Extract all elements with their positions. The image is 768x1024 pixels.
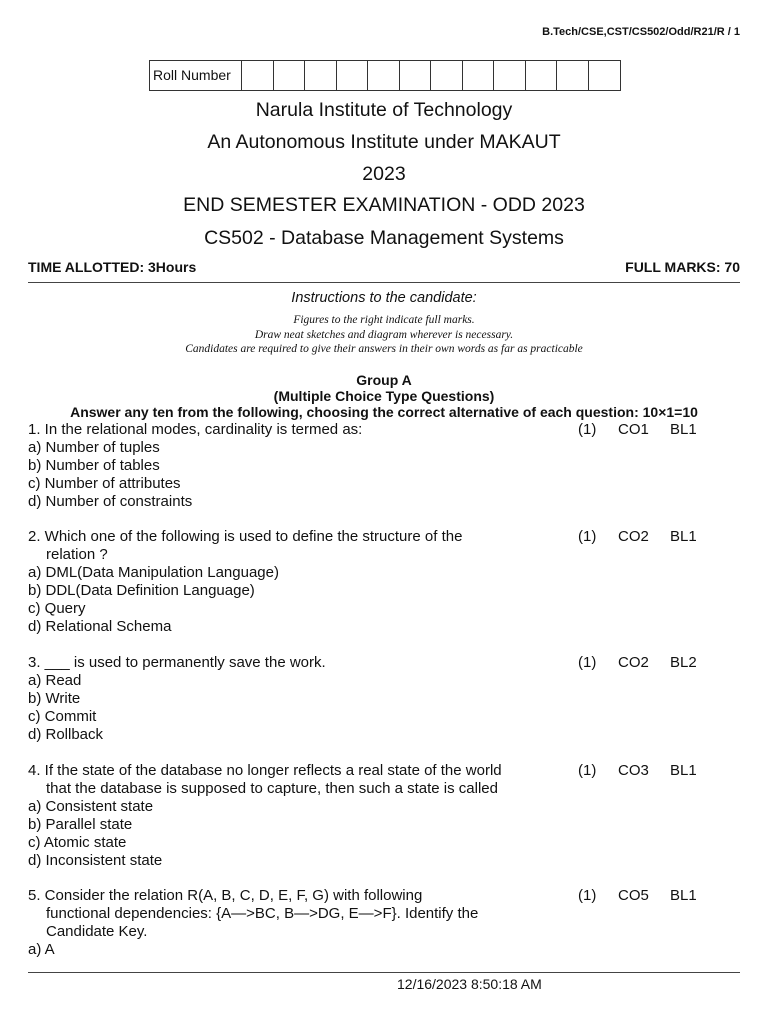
question-3 — [28, 654, 740, 744]
option-a: a) Number of tuples — [28, 439, 160, 456]
roll-number-cell[interactable] — [242, 61, 274, 90]
roll-number-cell[interactable] — [400, 61, 432, 90]
instructions-title: Instructions to the candidate: — [291, 290, 477, 306]
roll-number-cell[interactable] — [557, 61, 589, 90]
question-text-continued: that the database is supposed to capture, then such a state is called — [46, 780, 498, 797]
question-text: 1. In the relational modes, cardinality is termed as: — [28, 421, 363, 438]
roll-number-cell[interactable] — [494, 61, 526, 90]
question-text-continued: functional dependencies: {A—>BC, B—>DG, E—>F}. Identify the — [46, 905, 479, 922]
footer-timestamp: 12/16/2023 8:50:18 AM — [397, 976, 542, 992]
question-2 — [28, 528, 740, 636]
instruction-line: Figures to the right indicate full marks. — [293, 314, 475, 326]
roll-number-cell[interactable] — [589, 61, 621, 90]
question-marks: (1) — [578, 421, 597, 438]
option-a: a) Read — [28, 672, 82, 689]
course-outcome: CO5 — [618, 887, 649, 904]
instruction-line: Candidates are required to give their answers in their own words as far as practicable — [185, 343, 583, 355]
question-text: 4. If the state of the database no longer reflects a real state of the world — [28, 762, 502, 779]
subject-title: CS502 - Database Management Systems — [204, 227, 564, 249]
group-directive: Answer any ten from the following, choosing the correct alternative of each question: 10×1=10 — [70, 404, 698, 420]
bloom-level: BL2 — [670, 654, 697, 671]
question-5 — [28, 887, 740, 959]
option-a: a) DML(Data Manipulation Language) — [28, 564, 279, 581]
time-allotted: TIME ALLOTTED: 3Hours — [28, 259, 197, 275]
course-outcome: CO2 — [618, 528, 649, 545]
option-c: c) Query — [28, 600, 86, 617]
question-text: 2. Which one of the following is used to define the structure of the — [28, 528, 463, 545]
institute-affiliation: An Autonomous Institute under MAKAUT — [207, 131, 561, 153]
option-a: a) A — [28, 941, 55, 958]
option-c: c) Commit — [28, 708, 97, 725]
option-d: d) Rollback — [28, 726, 104, 743]
question-marks: (1) — [578, 654, 597, 671]
question-4 — [28, 762, 740, 870]
course-outcome: CO1 — [618, 421, 649, 438]
footer-divider — [28, 972, 740, 973]
roll-number-cell[interactable] — [305, 61, 337, 90]
option-d: d) Number of constraints — [28, 493, 193, 510]
roll-number-label: Roll Number — [150, 61, 242, 90]
exam-title: END SEMESTER EXAMINATION - ODD 2023 — [183, 194, 585, 216]
option-c: c) Atomic state — [28, 834, 127, 851]
roll-number-cell[interactable] — [274, 61, 306, 90]
question-marks: (1) — [578, 887, 597, 904]
group-type: (Multiple Choice Type Questions) — [273, 388, 495, 404]
question-text: 3. ___ is used to permanently save the work. — [28, 654, 326, 671]
roll-number-cell[interactable] — [463, 61, 495, 90]
roll-number-box — [149, 60, 621, 91]
question-text: 5. Consider the relation R(A, B, C, D, E, F, G) with following — [28, 887, 423, 904]
exam-meta — [28, 259, 740, 275]
instruction-line: Draw neat sketches and diagram wherever is necessary. — [254, 328, 514, 341]
option-d: d) Relational Schema — [28, 618, 172, 635]
bloom-level: BL1 — [670, 887, 697, 904]
exam-year: 2023 — [362, 163, 406, 185]
roll-number-cell[interactable] — [526, 61, 558, 90]
bloom-level: BL1 — [670, 528, 697, 545]
question-1 — [28, 421, 740, 511]
roll-number-cell[interactable] — [431, 61, 463, 90]
bloom-level: BL1 — [670, 762, 697, 779]
option-d: d) Inconsistent state — [28, 852, 163, 869]
roll-number-cell[interactable] — [368, 61, 400, 90]
question-marks: (1) — [578, 528, 597, 545]
bloom-level: BL1 — [670, 421, 697, 438]
question-text-continued: Candidate Key. — [46, 923, 148, 940]
institute-name: Narula Institute of Technology — [255, 99, 513, 121]
option-b: b) Write — [28, 690, 81, 707]
question-marks: (1) — [578, 762, 597, 779]
course-outcome: CO3 — [618, 762, 649, 779]
question-text-continued: relation ? — [46, 546, 108, 563]
option-a: a) Consistent state — [28, 798, 154, 815]
option-b: b) Number of tables — [28, 457, 160, 474]
option-b: b) Parallel state — [28, 816, 133, 833]
header-divider — [28, 282, 740, 283]
course-outcome: CO2 — [618, 654, 649, 671]
option-b: b) DDL(Data Definition Language) — [28, 582, 255, 599]
group-heading — [0, 372, 768, 420]
group-name: Group A — [356, 372, 412, 388]
instructions-list — [0, 313, 768, 357]
paper-code: B.Tech/CSE,CST/CS502/Odd/R21/R / 1 — [542, 26, 740, 38]
full-marks: FULL MARKS: 70 — [625, 259, 740, 275]
roll-number-cell[interactable] — [337, 61, 369, 90]
option-c: c) Number of attributes — [28, 475, 181, 492]
